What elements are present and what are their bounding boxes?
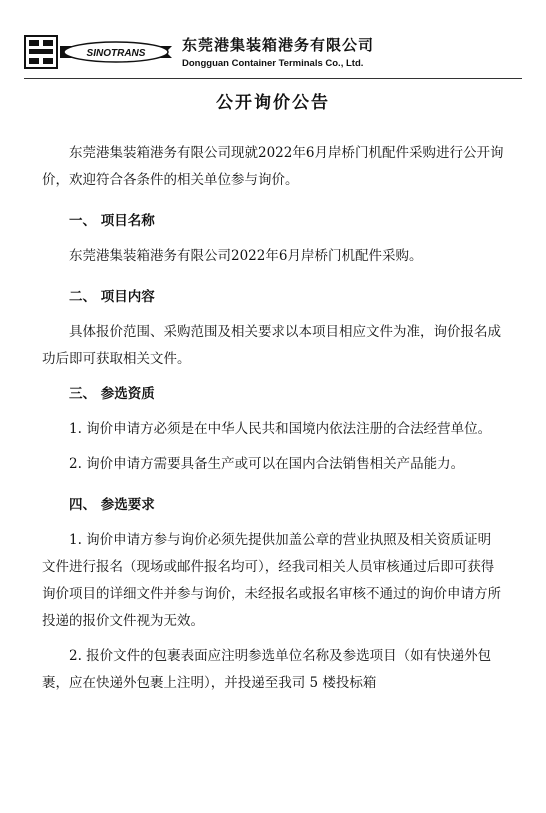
document-body: [42, 140, 504, 697]
page-title: 公开询价公告: [216, 93, 330, 113]
section-4-paragraph-2: 2. 报价文件的包裹表面应注明参选单位名称及参选项目（如有快递外包裹，应在快递外包裹上注明），并投递至我司 5 楼投标箱: [42, 648, 492, 691]
logo-wordmark: SINOTRANS: [86, 48, 146, 59]
company-name-en: Dongguan Container Terminals Co., Ltd.: [182, 58, 364, 69]
section-4-paragraph-1: 1. 询价申请方参与询价必须先提供加盖公章的营业执照及相关资质证明文件进行报名（现场或邮件报名均可），经我司相关人员审核通过后即可获得询价项目的详细文件并参与询价，未经报名或报名审核不通过的询价申请方所投递的报价文件视为无效。: [42, 532, 501, 629]
section-heading-2: 二、 项目内容: [69, 289, 155, 305]
section-3-paragraph-2: 2. 询价申请方需要具备生产或可以在国内合法销售相关产品能力。: [69, 456, 465, 472]
header-divider: [24, 78, 522, 79]
letterhead: [24, 32, 524, 76]
company-logo: [24, 32, 174, 72]
section-2-paragraph: 具体报价范围、采购范围及相关要求以本项目相应文件为准，询价报名成功后即可获取相关文件。: [42, 324, 501, 367]
section-1-paragraph: 东莞港集装箱港务有限公司2022年6月岸桥门机配件采购。: [69, 248, 423, 264]
section-heading-1: 一、 项目名称: [69, 213, 155, 229]
section-heading-4: 四、 参选要求: [69, 497, 155, 513]
section-heading-3: 三、 参选资质: [69, 386, 155, 402]
company-name-cn: 东莞港集装箱港务有限公司: [182, 36, 375, 54]
section-3-paragraph-1: 1. 询价申请方必须是在中华人民共和国境内依法注册的合法经营单位。: [69, 421, 492, 437]
company-name-block: [182, 34, 374, 69]
intro-paragraph: 东莞港集装箱港务有限公司现就2022年6月岸桥门机配件采购进行公开询价，欢迎符合各条件的相关单位参与询价。: [42, 145, 504, 188]
